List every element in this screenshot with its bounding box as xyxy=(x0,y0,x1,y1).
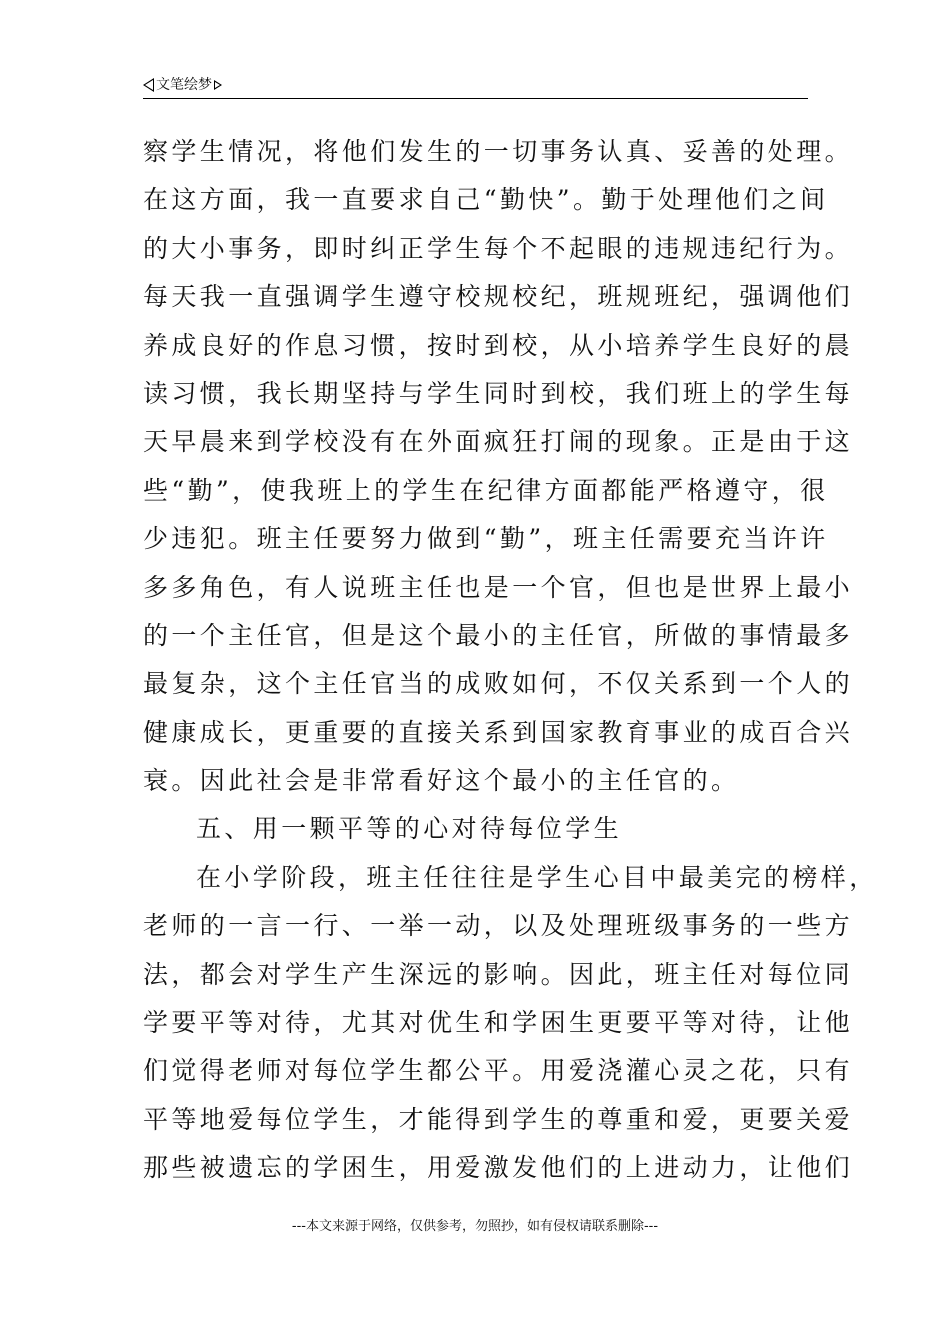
text-line: 少违犯。班主任要努力做到“勤”，班主任需要充当许许 xyxy=(143,524,829,554)
text-line: 衰。因此社会是非常看好这个最小的主任官的。 xyxy=(143,766,740,796)
text-line: 们觉得老师对每位学生都公平。用爱浇灌心灵之花，只有 xyxy=(143,1056,854,1086)
text-line: 在小学阶段，班主任往往是学生心目中最美完的榜样， xyxy=(196,862,878,892)
text-line: 多多角色，有人说班主任也是一个官，但也是世界上最小 xyxy=(143,572,854,602)
text-line: 的大小事务，即时纠正学生每个不起眼的违规违纪行为。 xyxy=(143,233,854,263)
text-line: 读习惯，我长期坚持与学生同时到校，我们班上的学生每 xyxy=(143,378,854,408)
document-body xyxy=(143,128,878,1193)
header-title-wrap xyxy=(143,76,222,94)
text-line: 在这方面，我一直要求自己“勤快”。勤于处理他们之间 xyxy=(143,185,829,215)
text-line: 健康成长，更重要的直接关系到国家教育事业的成百合兴 xyxy=(143,717,854,747)
text-line: 天早晨来到学校没有在外面疯狂打闹的现象。正是由于这 xyxy=(143,427,854,457)
text-line: 平等地爱每位学生，才能得到学生的尊重和爱，更要关爱 xyxy=(143,1104,854,1134)
text-line: 察学生情况，将他们发生的一切事务认真、妥善的处理。 xyxy=(143,137,854,166)
header-title: 文笔绘梦 xyxy=(156,77,212,93)
text-line: 每天我一直强调学生遵守校规校纪，班规班纪，强调他们 xyxy=(143,282,854,312)
text-line: 老师的一言一行、一举一动，以及处理班级事务的一些方 xyxy=(143,911,854,941)
text-line: 些“勤”，使我班上的学生在纪律方面都能严格遵守，很 xyxy=(143,475,829,505)
section-heading: 五、用一颗平等的心对待每位学生 xyxy=(196,814,623,844)
text-line: 的一个主任官，但是这个最小的主任官，所做的事情最多 xyxy=(143,620,854,650)
text-line: 那些被遗忘的学困生，用爱激发他们的上进动力，让他们 xyxy=(143,1153,854,1183)
left-triangle-icon xyxy=(143,78,154,92)
text-line: 法，都会对学生产生深远的影响。因此，班主任对每位同 xyxy=(143,959,854,989)
text-line: 最复杂，这个主任官当的成败如何，不仅关系到一个人的 xyxy=(143,669,854,699)
right-triangle-icon xyxy=(214,80,222,90)
page-footer: ---本文来源于网络，仅供参考，勿照抄，如有侵权请联系删除--- xyxy=(291,1219,659,1234)
text-line: 学要平等对待，尤其对优生和学困生更要平等对待，让他 xyxy=(143,1008,854,1038)
text-line: 养成良好的作息习惯，按时到校，从小培养学生良好的晨 xyxy=(143,330,854,360)
page-header xyxy=(143,74,808,99)
